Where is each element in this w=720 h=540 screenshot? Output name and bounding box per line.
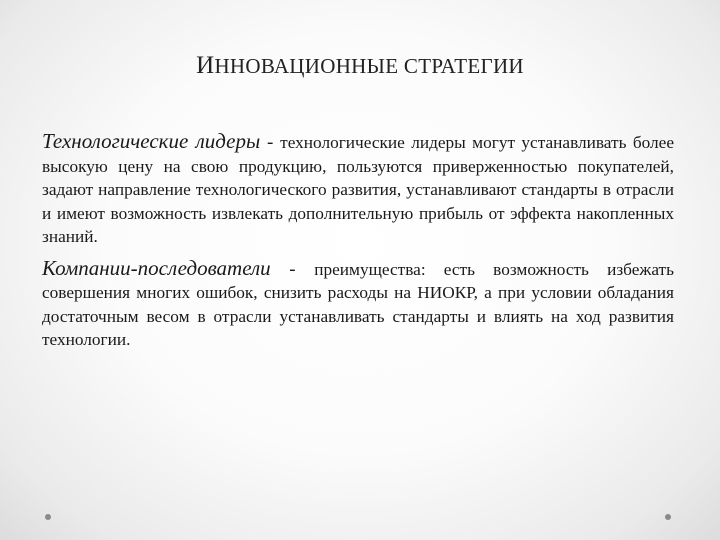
content-area (42, 130, 674, 360)
title-initial: И (196, 52, 215, 79)
followers-description: преимущества: есть возможность избежать совершения многих ошибок, снизить расходы на НИОКР, а при условии обладания достаточным весом в отрасли устанавливать стандарты и влиять на ход развития технологии. (42, 259, 674, 349)
slide-title (0, 52, 720, 80)
decorative-dot-right (665, 514, 671, 520)
paragraph-leaders (42, 130, 674, 249)
dash-separator: - (260, 132, 281, 153)
term-followers: Компании-последователи (42, 255, 271, 280)
term-leaders: Технологические лидеры (42, 129, 261, 153)
paragraph-followers (42, 257, 674, 352)
decorative-dot-left (45, 514, 51, 520)
leaders-description: технологические лидеры могут устанавливать более высокую цену на свою продукцию, пользуются приверженностью покупателей, задают направление технологического развития, устанавливают стандарты в отрасли и имеют возможность извлекать дополнительную прибыль от эффекта накопленных знаний. (42, 133, 675, 246)
title-text: ННОВАЦИОННЫЕ СТРАТЕГИИ (214, 54, 524, 78)
dash-separator: - (270, 258, 315, 280)
